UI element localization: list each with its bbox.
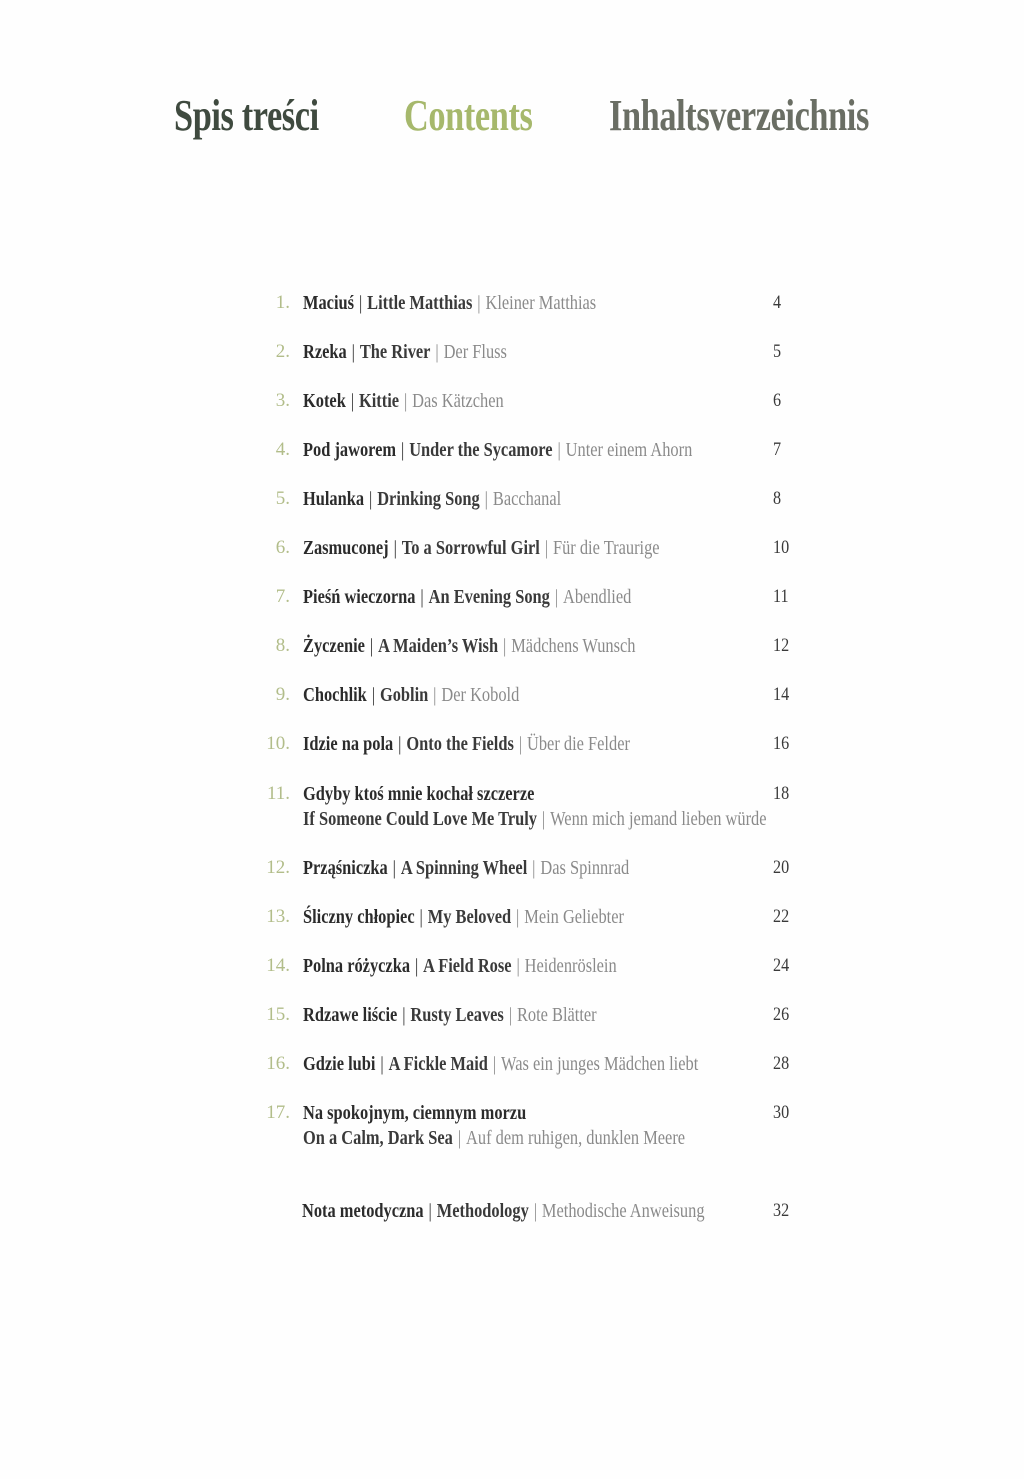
separator: | [533,1200,537,1222]
entry-page-number: 11 [773,586,789,607]
title-english: If Someone Could Love Me Truly [303,808,538,830]
separator: | [516,955,520,977]
title-german: Kleiner Matthias [485,292,597,314]
separator: | [350,390,355,412]
separator: | [502,635,507,657]
title-polish: Rzeka [303,341,347,363]
headings [0,88,1024,148]
title-german: Das Spinnrad [540,857,630,879]
title-polish: Chochlik [303,684,367,706]
entry-page-number: 16 [773,733,790,754]
title-polish: Prząśniczka [303,857,388,879]
entry-subtitle [303,804,767,834]
title-polish: Maciuś [303,292,355,314]
title-polish: Na spokojnym, ciemnym morzu [303,1102,527,1124]
toc-entry[interactable] [0,853,1024,883]
toc-entry[interactable] [0,1098,1024,1154]
entry-page-number: 22 [773,906,790,927]
separator: | [400,439,405,461]
entry-page-number: 30 [773,1102,790,1123]
separator: | [380,1053,384,1075]
title-english: On a Calm, Dark Sea [303,1127,453,1149]
toc-entry[interactable] [0,386,1024,416]
heading-polish: Spis treści [174,91,319,140]
entry-page-number: 20 [773,857,790,878]
title-german: Was ein junges Mädchen liebt [501,1053,699,1075]
entry-number: 6. [275,537,290,558]
entry-title [303,1000,597,1030]
entry-page-number: 4 [773,292,782,313]
title-german: Abendlied [562,586,632,608]
entry-number: 10. [266,733,290,754]
heading-english: Contents [404,91,533,140]
title-polish: Hulanka [303,488,365,510]
title-german: Wenn mich jemand lieben würde [550,808,767,830]
toc-entry[interactable] [0,337,1024,367]
title-polish: Zasmuconej [303,537,389,559]
separator: | [557,439,561,461]
separator: | [351,341,355,363]
entry-page-number: 26 [773,1004,790,1025]
entry-number: 13. [266,906,290,927]
title-polish: Gdzie lubi [303,1053,376,1075]
heading-german: Inhaltsverzeichnis [609,91,869,140]
title-polish: Rdzawe liście [303,1004,398,1026]
title-english: A Fickle Maid [388,1053,488,1075]
title-polish: Gdyby ktoś mnie kochał szczerze [303,783,535,805]
separator: | [532,857,536,879]
entry-title [303,386,504,416]
entry-title [303,1049,698,1079]
entry-number: 1. [275,292,290,313]
toc-entry[interactable] [0,435,1024,465]
entry-number: 17. [266,1102,290,1123]
toc-entry[interactable] [0,902,1024,932]
title-german: Unter einem Ahorn [565,439,693,461]
title-german: Methodische Anweisung [541,1200,705,1222]
title-german: Das Kätzchen [412,390,504,412]
separator: | [403,390,408,412]
title-english: Under the Sycamore [409,439,553,461]
title-english: A Maiden’s Wish [378,635,499,657]
toc-entry-methodology[interactable] [0,1196,1024,1226]
title-polish: Pieśń wieczorna [303,586,416,608]
title-english: Rusty Leaves [410,1004,504,1026]
title-german: Heidenröslein [524,955,617,977]
title-german: Mein Geliebter [524,906,624,928]
title-english: To a Sorrowful Girl [401,537,540,559]
entry-number: 7. [275,586,290,607]
separator: | [371,684,376,706]
title-english: Onto the Fields [406,733,514,755]
entry-title [303,680,519,710]
separator: | [554,586,559,608]
title-english: My Beloved [427,906,512,928]
entry-number: 9. [275,684,290,705]
entry-title [302,1196,705,1226]
separator: | [477,292,481,314]
toc-entry[interactable] [0,631,1024,661]
separator: | [428,1200,432,1222]
entry-number: 5. [275,488,290,509]
entry-page-number: 5 [773,341,782,362]
separator: | [402,1004,406,1026]
separator: | [369,635,374,657]
separator: | [544,537,549,559]
title-german: Rote Blätter [516,1004,597,1026]
title-english: Methodology [436,1200,529,1222]
entry-page-number: 32 [773,1200,790,1221]
toc-entry[interactable] [0,288,1024,318]
entry-number: 4. [275,439,290,460]
separator: | [457,1127,462,1149]
toc-entry[interactable] [0,680,1024,710]
title-german: Mädchens Wunsch [511,635,636,657]
entry-page-number: 12 [773,635,790,656]
separator: | [419,906,423,928]
title-english: Little Matthias [367,292,473,314]
separator: | [516,906,520,928]
entry-title [303,902,624,932]
separator: | [433,684,437,706]
entry-title [303,337,507,367]
separator: | [414,955,419,977]
title-polish: Nota metodyczna [302,1200,424,1222]
title-english: Drinking Song [377,488,480,510]
entry-page-number: 8 [773,488,782,509]
separator: | [508,1004,513,1026]
title-english: Kittie [358,390,400,412]
title-german: Der Fluss [443,341,507,363]
title-polish: Śliczny chłopiec [303,906,415,928]
entry-number: 3. [275,390,290,411]
entry-number: 16. [266,1053,290,1074]
title-polish: Kotek [303,390,346,412]
title-english: An Evening Song [428,586,550,608]
entry-title [303,582,631,612]
separator: | [368,488,373,510]
toc-entry[interactable] [0,1000,1024,1030]
entry-title [303,484,561,514]
separator: | [398,733,402,755]
title-polish: Życzenie [303,635,365,657]
title-german: Bacchanal [492,488,562,510]
entry-title [303,435,692,465]
toc-entry[interactable] [0,582,1024,612]
title-german: Über die Felder [527,733,630,755]
entry-page-number: 10 [773,537,790,558]
entry-number: 12. [266,857,290,878]
entry-number: 8. [275,635,290,656]
separator: | [518,733,523,755]
entry-number: 2. [275,341,290,362]
separator: | [541,808,546,830]
entry-page-number: 24 [773,955,790,976]
title-german: Der Kobold [441,684,520,706]
entry-number: 11. [266,783,290,804]
entry-subtitle [303,1123,685,1153]
toc-entry[interactable] [0,1049,1024,1079]
title-english: A Spinning Wheel [400,857,528,879]
title-english: Goblin [379,684,429,706]
toc-entry[interactable] [0,729,1024,759]
entry-title [303,729,630,759]
title-english: The River [359,341,431,363]
entry-title [303,631,635,661]
title-german: Auf dem ruhigen, dunklen Meere [466,1127,686,1149]
entry-title [303,853,629,883]
entry-page-number: 28 [773,1053,790,1074]
title-polish: Pod jaworem [303,439,397,461]
separator: | [492,1053,497,1075]
separator: | [358,292,363,314]
entry-page-number: 18 [773,783,790,804]
title-german: Für die Traurige [552,537,660,559]
entry-title [303,533,660,563]
title-polish: Idzie na pola [303,733,394,755]
entry-page-number: 6 [773,390,782,411]
toc-entry[interactable] [0,484,1024,514]
entry-number: 15. [266,1004,290,1025]
entry-number: 14. [266,955,290,976]
entry-title [303,951,617,981]
separator: | [392,857,396,879]
separator: | [435,341,439,363]
entry-page-number: 7 [773,439,782,460]
title-english: A Field Rose [423,955,512,977]
entry-page-number: 14 [773,684,790,705]
title-polish: Polna różyczka [303,955,411,977]
toc-entry[interactable] [0,951,1024,981]
separator: | [484,488,488,510]
separator: | [393,537,397,559]
toc-entry[interactable] [0,779,1024,835]
entry-title [303,288,596,318]
separator: | [420,586,424,608]
toc-entry[interactable] [0,533,1024,563]
